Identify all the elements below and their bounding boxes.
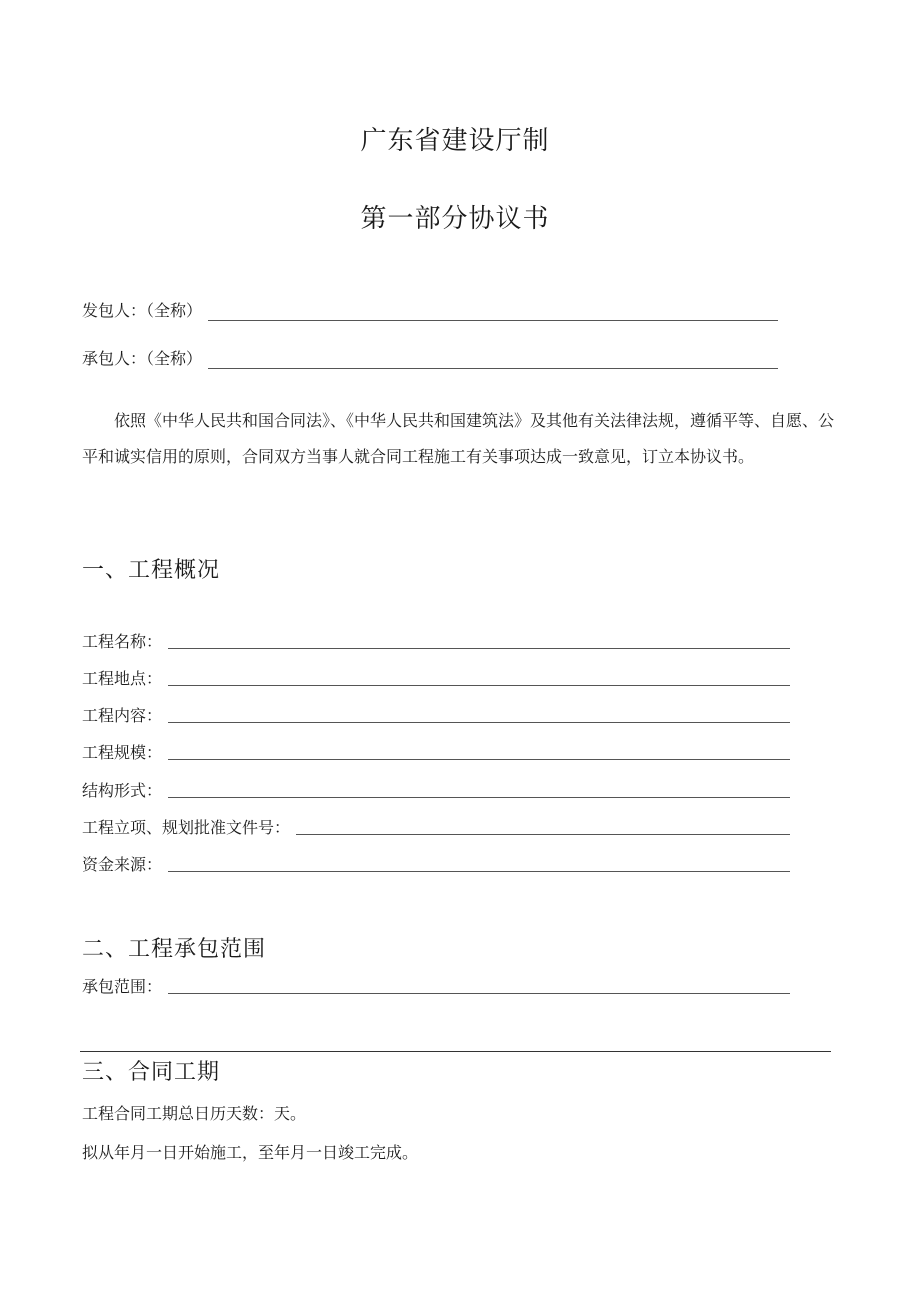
field-structure-form <box>82 779 790 801</box>
contractor-label: 承包人：（全称） <box>82 349 203 368</box>
fill-line[interactable] <box>168 648 790 649</box>
field-label: 结构形式： <box>82 781 163 800</box>
field-label: 工程内容： <box>82 706 163 725</box>
field-label: 资金来源： <box>82 855 163 874</box>
fill-line[interactable] <box>168 685 790 686</box>
field-label: 工程规模： <box>82 743 163 762</box>
field-project-content <box>82 704 790 726</box>
issuer-title: 广东省建设厅制 <box>360 126 550 156</box>
section2-heading: 二、工程承包范围 <box>82 937 267 962</box>
field-approval-number <box>82 816 790 838</box>
duration-text: 工程合同工期总日历天数：天。 <box>82 1104 307 1123</box>
employer-fill-line[interactable] <box>208 319 778 321</box>
field-label: 工程地点： <box>82 669 163 688</box>
field-funding-source <box>82 853 790 875</box>
fill-line[interactable] <box>168 759 790 760</box>
field-project-name <box>82 630 790 652</box>
field-project-scale <box>82 741 790 763</box>
field-label: 工程立项、规划批准文件号： <box>82 818 291 837</box>
field-label: 工程名称： <box>82 632 163 651</box>
section1-heading: 一、工程概况 <box>82 558 221 583</box>
field-label: 承包范围： <box>82 977 163 996</box>
fill-line[interactable] <box>168 797 790 798</box>
schedule-text: 拟从年月一日开始施工，至年月一日竣工完成。 <box>82 1143 419 1162</box>
section-divider <box>80 1051 831 1052</box>
employer-row <box>82 298 778 321</box>
fill-line[interactable] <box>168 993 790 994</box>
fill-line[interactable] <box>168 722 790 723</box>
field-project-location <box>82 667 790 689</box>
field-contract-scope <box>82 975 790 997</box>
part-title: 第一部分协议书 <box>360 204 550 234</box>
fill-line[interactable] <box>168 871 790 872</box>
section3-heading: 三、合同工期 <box>82 1060 221 1085</box>
fill-line[interactable] <box>296 834 790 835</box>
employer-label: 发包人：（全称） <box>82 301 203 320</box>
preamble-paragraph: 依照《中华人民共和国合同法》、《中华人民共和国建筑法》及其他有关法律法规，遵循平等、自愿、公平和诚实信用的原则，合同双方当事人就合同工程施工有关事项达成一致意见，订立本协议书。 <box>82 411 835 466</box>
contractor-row <box>82 346 778 369</box>
contractor-fill-line[interactable] <box>208 367 778 369</box>
